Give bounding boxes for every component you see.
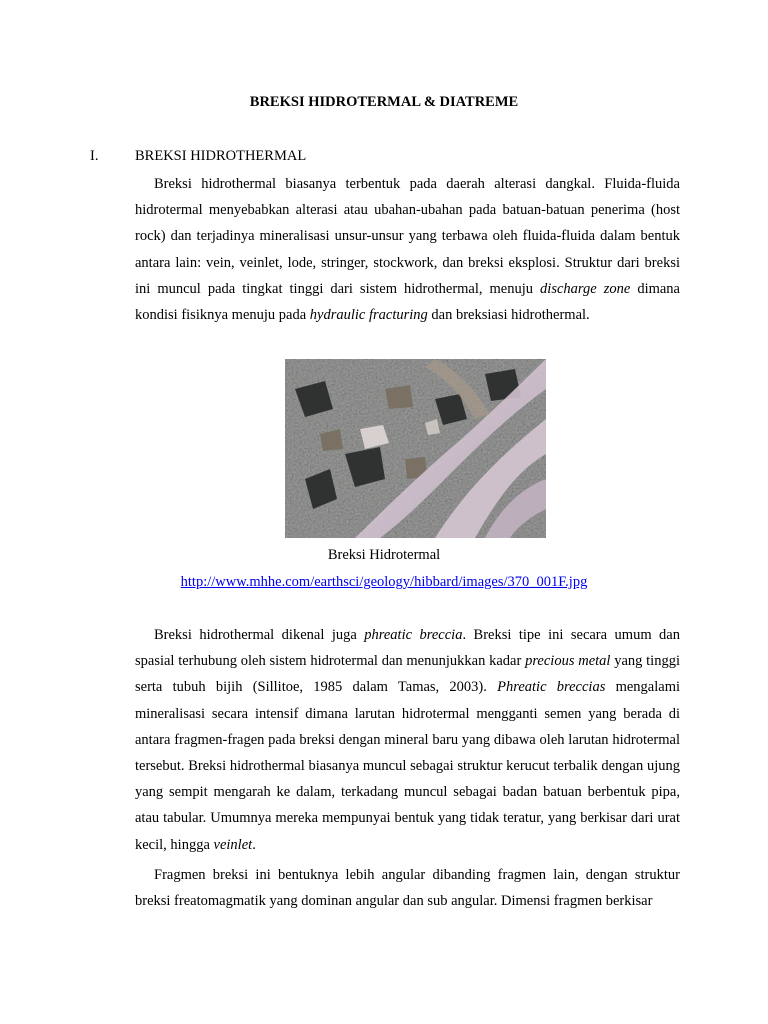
- italic-term: precious metal: [525, 653, 611, 670]
- paragraph-1: [135, 171, 680, 328]
- italic-term: hydraulic fracturing: [309, 307, 428, 324]
- italic-term: phreatic breccia: [364, 627, 463, 643]
- italic-term: discharge zone: [540, 280, 631, 297]
- figure-source-link[interactable]: http://www.mhhe.com/earthsci/geology/hibbard/images/370_001F.jpg: [180, 574, 588, 590]
- section-heading: BREKSI HIDROTHERMAL: [135, 148, 307, 164]
- italic-term: Phreatic breccias: [497, 679, 606, 696]
- section-number: I.: [90, 148, 99, 164]
- italic-term: veinlet: [213, 836, 253, 853]
- text-run: . Breksi tipe ini secara umum dan spasial terhubung oleh sistem hidrotermal dan menunjukkan kadar: [135, 627, 680, 670]
- figure-caption: Breksi Hidrotermal: [327, 547, 441, 563]
- text-run: .: [252, 836, 256, 853]
- paragraph-2: [135, 622, 680, 858]
- text-run: Breksi hidrothermal dikenal juga: [154, 627, 365, 643]
- text-run: dimana kondisi fisiknya menuju pada: [135, 280, 680, 324]
- text-run: dan breksiasi hidrothermal.: [427, 307, 590, 324]
- breccia-photo: [285, 359, 546, 538]
- document-title: BREKSI HIDROTERMAL & DIATREME: [249, 94, 519, 110]
- text-run: yang tinggi serta tubuh bijih (Sillitoe, 1985 dalam Tamas, 2003).: [135, 653, 680, 696]
- text-run: Fragmen breksi ini bentuknya lebih angular dibanding fragmen lain, dengan struktur breksi freatomagmatik yang dominan angular dan sub angular. Dimensi fragmen berkisar: [135, 867, 680, 910]
- text-run: mengalami mineralisasi secara intensif dimana larutan hidrotermal mengganti semen yang berada di antara fragmen-fragen pada breksi dengan mineral baru yang dibawa oleh larutan hidrotermal tersebut. Breksi hidrothermal biasanya muncul sebagai struktur kerucut terbalik dengan ujung yang sempit mengarah ke dalam, terkadang muncul sebagai badan batuan berbentuk pipa, atau tabular. Umumnya mereka mempunyai bentuk yang tidak teratur, yang berkisar dari urat kecil, hingga: [135, 679, 681, 853]
- paragraph-3: [135, 862, 680, 914]
- text-run: Breksi hidrothermal biasanya terbentuk pada daerah alterasi dangkal. Fluida-fluida hidrotermal menyebabkan alterasi atau ubahan-ubahan pada batuan-batuan penerima (host rock) dan terjadinya mineralisasi unsur-unsur yang terbawa oleh fluida-fluida dalam bentuk antara lain: vein, veinlet, lode, stringer, stockwork, dan breksi eksplosi. Struktur dari breksi ini muncul pada tingkat tinggi dari sistem hidrothermal, menuju: [135, 176, 680, 297]
